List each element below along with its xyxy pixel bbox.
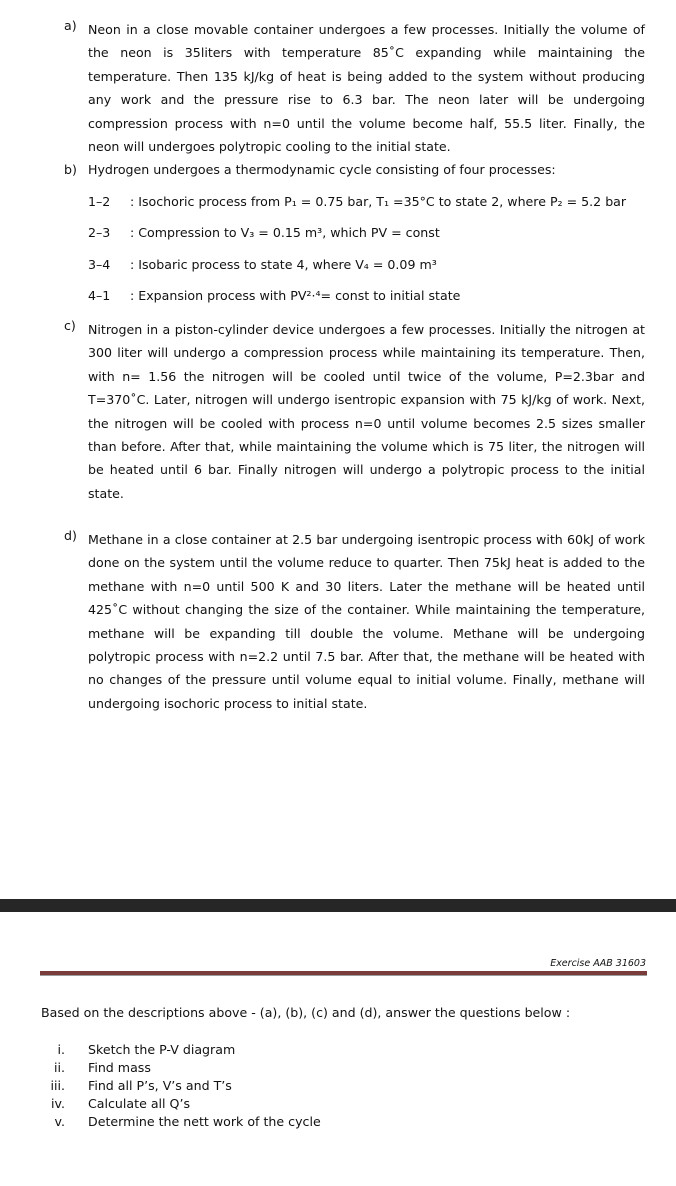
task-text: Find mass: [88, 1060, 151, 1075]
process-label: 2–3: [88, 225, 111, 240]
task-item: [0, 1114, 676, 1132]
header-rule-shadow: [40, 975, 647, 976]
task-number: iii.: [50, 1078, 65, 1093]
question-a-body: [88, 18, 645, 158]
process-text: : Expansion process with PV²·⁴= const to initial state: [130, 288, 461, 303]
question-c-letter: c): [64, 318, 76, 333]
process-text: : Isobaric process to state 4, where V₄ = 0.09 m³: [130, 257, 437, 272]
task-item: [0, 1078, 676, 1096]
question-c-text: Nitrogen in a piston-cylinder device undergoes a few processes. Initially the nitrogen at 300 liter will undergo a compression process while maintaining its temperature. Then, with n= 1.56 the nitrogen will be cooled until twice of the volume, P=2.3bar and T=370˚C. Later, nitrogen will undergo isentropic expansion with 75 kJ/kg of work. Next, the nitrogen will be cooled with process n=0 until volume becomes 2.5 sizes smaller than before. After that, while maintaining the volume which is 75 liter, the nitrogen will be heated until 6 bar. Finally nitrogen will undergo a polytropic process to the initial state.: [88, 322, 645, 501]
page-separator-band: [0, 899, 676, 912]
question-b-text: Hydrogen undergoes a thermodynamic cycle consisting of four processes:: [88, 162, 556, 177]
task-text: Find all P’s, V’s and T’s: [88, 1078, 232, 1093]
instructions-lead: Based on the descriptions above - (a), (b), (c) and (d), answer the questions below :: [41, 1005, 571, 1020]
exercise-code: Exercise AAB 31603: [550, 958, 646, 969]
process-label: 4–1: [88, 288, 111, 303]
task-number: v.: [54, 1114, 65, 1129]
task-number: ii.: [53, 1060, 65, 1075]
question-d-text: Methane in a close container at 2.5 bar undergoing isentropic process with 60kJ of work done on the system until the volume reduce to quarter. Then 75kJ heat is added to the methane with n=0 until 500 K and 30 liters. Later the methane will be heated until 425˚C without changing the size of the container. While maintaining the temperature, methane will be expanding till double the volume. Methane will be undergoing polytropic process with n=2.2 until 7.5 bar. After that, the methane will be heated with no changes of the pressure until volume equal to initial volume. Finally, methane will undergoing isochoric process to initial state.: [88, 532, 645, 711]
question-a-text: Neon in a close movable container undergoes a few processes. Initially the volume of the neon is 35liters with temperature 85˚C expanding while maintaining the temperature. Then 135 kJ/kg of heat is being added to the system without producing any work and the pressure rise to 6.3 bar. The neon later will be undergoing compression process with n=0 until the volume become half, 55.5 liter. Finally, the neon will undergoes polytropic cooling to the initial state.: [88, 22, 645, 155]
question-a-letter: a): [64, 18, 77, 33]
question-d-body: [88, 528, 645, 715]
process-label: 3–4: [88, 257, 111, 272]
task-number: iv.: [51, 1096, 65, 1111]
question-b-letter: b): [64, 162, 77, 177]
task-item: [0, 1042, 676, 1060]
question-c-body: [88, 318, 645, 505]
task-number: i.: [57, 1042, 65, 1057]
process-text: : Compression to V₃ = 0.15 m³, which PV = const: [130, 225, 440, 240]
task-item: [0, 1060, 676, 1078]
task-item: [0, 1096, 676, 1114]
question-b-heading: [64, 162, 556, 177]
task-text: Determine the nett work of the cycle: [88, 1114, 321, 1129]
question-d-letter: d): [64, 528, 77, 543]
task-text: Sketch the P-V diagram: [88, 1042, 236, 1057]
process-label: 1–2: [88, 194, 111, 209]
process-text: : Isochoric process from P₁ = 0.75 bar, T₁ =35°C to state 2, where P₂ = 5.2 bar: [130, 194, 627, 209]
task-text: Calculate all Q’s: [88, 1096, 191, 1111]
